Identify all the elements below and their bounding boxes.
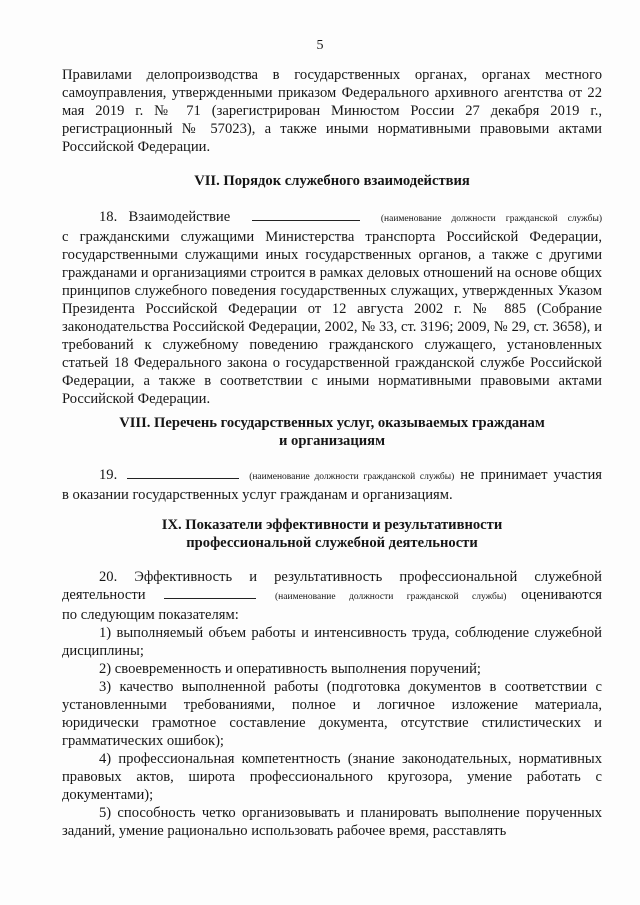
indicator-item-2: 2) своевременность и оперативность выполнения поручений; <box>99 661 481 677</box>
paragraph-20-body: по следующим показателям: <box>62 607 239 623</box>
paragraph-20-first-line: 20. Эффективность и результативность профессиональной служебной <box>99 569 602 585</box>
intro-paragraph: Правилами делопроизводства в государственных органах, органах местного самоуправления, утвержденными приказом Федерального архивного агентства от 22 мая 2019 г. № 71 (зарегистрирован Минюстом России 27 декабря 2019 г., регистрационный № 57023), а также иными нормативными правовыми актами Российской Федерации. <box>62 67 602 155</box>
section-9-title-line-2: профессиональной служебной деятельности <box>186 535 478 551</box>
section-8-title-line-2: и организациям <box>278 433 386 449</box>
position-note-19: (наименование должности гражданской службы) <box>249 472 455 482</box>
section-9-title <box>62 516 602 552</box>
paragraph-18-body: с гражданскими служащими Министерства транспорта Российской Федерации, государственными служащими иных государственных органов, а также с другими гражданами и организациями строится в рамках деловых отношений на основе общих принципов служебного поведения государственных служащих, утвержденных Указом Президента Российской Федерации от 12 августа 2002 г. № 885 (Собрание законодательства Российской Федерации, 2002, № 33, ст. 3196; 2009, № 29, ст. 3658), и требований к служебному поведению гражданского служащего, установленных статьей 18 Федерального закона о государственной гражданской службе Российской Федерации, а также в соответствии с иными нормативными правовыми актами Российской Федерации. <box>62 229 602 407</box>
position-note-20: (наименование должности гражданской службы) <box>275 592 507 602</box>
paragraph-19-number: 19. <box>99 467 118 483</box>
paragraph-19-first-line <box>62 466 602 486</box>
position-blank-18 <box>252 208 360 221</box>
position-note-18: (наименование должности гражданской службы) <box>380 214 602 224</box>
paragraph-18 <box>62 208 602 408</box>
paragraph-20 <box>62 568 602 840</box>
paragraph-19 <box>62 466 602 504</box>
paragraph-20-tail: оцениваются <box>521 587 602 603</box>
paragraph-18-number: 18. Взаимодействие <box>99 209 231 225</box>
indicator-item-4: 4) профессиональная компетентность (знание законодательных, нормативных правовых актов, широта профессионального кругозора, умение работать с документами); <box>62 751 602 803</box>
intro-block <box>62 66 602 156</box>
position-blank-20 <box>164 586 256 599</box>
indicator-item-5: 5) способность четко организовывать и планировать выполнение порученных заданий, умение рационально использовать рабочее время, расставлять <box>62 805 602 839</box>
section-7-title: VII. Порядок служебного взаимодействия <box>194 173 470 189</box>
section-8-title-line-1: VIII. Перечень государственных услуг, оказываемых гражданам <box>119 415 545 431</box>
paragraph-20-word: деятельности <box>62 587 146 603</box>
position-blank-19 <box>127 466 239 479</box>
paragraph-19-body: в оказании государственных услуг гражданам и организациям. <box>62 487 453 503</box>
paragraph-18-first-line <box>62 208 602 228</box>
indicator-item-1: 1) выполняемый объем работы и интенсивность труда, соблюдение служебной дисциплины; <box>62 625 602 659</box>
indicator-item-3: 3) качество выполненной работы (подготовка документов в соответствии с установленными требованиями, полное и логичное изложение материала, юридически грамотное составление документа, отсутствие стилистических и грамматических ошибок); <box>62 679 602 749</box>
section-8-title <box>62 414 602 450</box>
paragraph-19-tail: не принимает участия <box>460 467 602 483</box>
page-number: 5 <box>316 38 324 53</box>
paragraph-20-second-line <box>62 586 602 606</box>
section-9-title-line-1: IX. Показатели эффективности и результативности <box>161 517 503 533</box>
